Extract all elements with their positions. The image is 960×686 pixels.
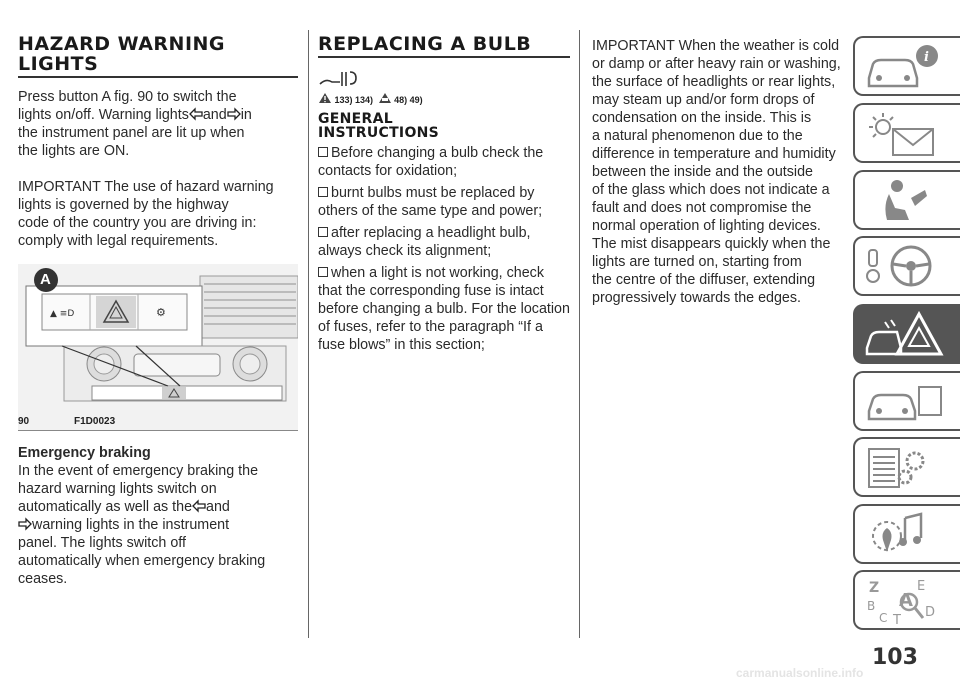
index-letter: E bbox=[917, 579, 926, 594]
tab-servicing-care[interactable] bbox=[853, 371, 960, 431]
dashboard-illustration bbox=[18, 264, 298, 414]
figure-90 bbox=[18, 264, 298, 431]
checkbox-bullet-icon bbox=[318, 267, 328, 277]
text-line: progressively towards the edges. bbox=[592, 290, 802, 306]
column-divider-1 bbox=[308, 30, 309, 638]
index-letter: C bbox=[879, 611, 888, 625]
seat-airbag-icon bbox=[861, 176, 951, 226]
warning-lights-icon bbox=[861, 109, 951, 159]
text-line: between the inside and the outside bbox=[592, 164, 813, 180]
steering-wheel-icon bbox=[861, 242, 951, 292]
text-line: IMPORTANT The use of hazard warning bbox=[18, 179, 274, 195]
tab-safety[interactable] bbox=[853, 170, 960, 230]
list-item: Before changing a bulb check the contacts for oxidation; bbox=[318, 145, 544, 179]
bullet-list bbox=[318, 144, 570, 354]
car-caution-icon bbox=[378, 92, 392, 104]
hand-bulb-icon bbox=[318, 68, 362, 90]
left-column bbox=[18, 0, 298, 588]
text-line-with-icons: warning lights in the instrument bbox=[18, 516, 298, 534]
checkbox-bullet-icon bbox=[318, 227, 328, 237]
reference-numbers: 133) 134) bbox=[334, 95, 374, 105]
text-line: lights is governed by the highway bbox=[18, 197, 229, 213]
text-line: normal operation of lighting devices. bbox=[592, 218, 821, 234]
title-line-2: LIGHTS bbox=[18, 53, 99, 75]
warning-triangle-icon bbox=[318, 92, 332, 104]
reference-numbers: 48) 49) bbox=[394, 95, 423, 105]
text-line: condensation on the inside. This is bbox=[592, 110, 812, 126]
title-rule bbox=[18, 76, 298, 78]
list-item: when a light is not working, check that the corresponding fuse is intact before changing a bulb. For the location of fuses, refer to the paragraph “If a fuse blows” in this section; bbox=[318, 265, 570, 353]
text-line: of the glass which does not indicate a bbox=[592, 182, 830, 198]
tab-technical-data[interactable] bbox=[853, 437, 960, 497]
text-line: the surface of headlights or rear lights, bbox=[592, 74, 836, 90]
text-line: the instrument panel are lit up when bbox=[18, 125, 245, 141]
text-line: comply with legal requirements. bbox=[18, 233, 219, 249]
turn-left-icon bbox=[189, 107, 203, 121]
title-line-1: HAZARD WARNING bbox=[18, 33, 226, 55]
text-line: or damp or after heavy rain or washing, bbox=[592, 56, 841, 72]
turn-right-icon bbox=[18, 517, 32, 531]
car-emergency-icon bbox=[861, 310, 951, 360]
warning-symbols-row bbox=[318, 68, 570, 90]
hazard-paragraph-2 bbox=[18, 178, 298, 250]
subheading-general-instructions: GENERAL INSTRUCTIONS bbox=[318, 111, 440, 141]
turn-right-icon bbox=[227, 107, 241, 121]
svg-text:▲ ≡D: ▲ ≡D bbox=[50, 309, 75, 319]
hazard-paragraph-1 bbox=[18, 88, 298, 160]
tab-index[interactable] bbox=[853, 570, 960, 630]
text-line: The mist disappears quickly when the bbox=[592, 236, 831, 252]
text-line: may steam up and/or form drops of bbox=[592, 92, 815, 108]
checkbox-bullet-icon bbox=[318, 147, 328, 157]
middle-column bbox=[318, 0, 570, 354]
text-line: automatically when emergency braking bbox=[18, 553, 266, 569]
text-line: the centre of the diffuser, extending bbox=[592, 272, 816, 288]
list-item: after replacing a headlight bulb, always check its alignment; bbox=[318, 225, 531, 259]
multimedia-icon bbox=[861, 510, 951, 560]
text-line-with-icons: automatically as well as the and bbox=[18, 499, 230, 515]
index-icon bbox=[861, 576, 951, 626]
emergency-braking-section bbox=[18, 444, 298, 588]
text-line: difference in temperature and humidity bbox=[592, 146, 836, 162]
text-line: the lights are ON. bbox=[18, 143, 130, 159]
car-maintenance-icon bbox=[861, 377, 951, 427]
tab-multimedia[interactable] bbox=[853, 504, 960, 564]
text-line-with-icons: lights on/off. Warning lights and in bbox=[18, 107, 252, 123]
references-row bbox=[318, 92, 570, 106]
text-line: fault and does not compromise the bbox=[592, 200, 812, 216]
figure-code: F1D0023 bbox=[74, 416, 116, 427]
list-item: burnt bulbs must be replaced by others of the same type and power; bbox=[318, 185, 543, 219]
text-line: Press button A fig. 90 to switch the bbox=[18, 89, 237, 105]
tab-car-info[interactable] bbox=[853, 36, 960, 96]
index-letter: B bbox=[867, 599, 876, 613]
text-line: hazard warning lights switch on bbox=[18, 481, 217, 497]
index-letter: A bbox=[899, 590, 913, 611]
technical-data-icon bbox=[861, 443, 951, 493]
checkbox-bullet-icon bbox=[318, 187, 328, 197]
tab-warning-lights[interactable] bbox=[853, 103, 960, 163]
section-title-replacing-bulb: REPLACING A BULB bbox=[318, 33, 532, 55]
tab-in-emergency[interactable] bbox=[853, 304, 960, 364]
section-title-hazard bbox=[18, 34, 298, 74]
text-line: ceases. bbox=[18, 571, 68, 587]
emergency-braking-heading: Emergency braking bbox=[18, 445, 151, 461]
column-divider-2 bbox=[579, 30, 580, 638]
text-line: a natural phenomenon due to the bbox=[592, 128, 803, 144]
index-letter: D bbox=[925, 605, 936, 620]
right-column bbox=[592, 37, 844, 307]
page-number: 103 bbox=[872, 645, 918, 670]
figure-number: 90 bbox=[18, 416, 30, 427]
tab-starting-driving[interactable] bbox=[853, 236, 960, 296]
text-line: lights are turned on, starting from bbox=[592, 254, 802, 270]
text-line: panel. The lights switch off bbox=[18, 535, 186, 551]
car-info-icon bbox=[861, 42, 951, 92]
text-line: In the event of emergency braking the bbox=[18, 463, 259, 479]
index-letter: Z bbox=[869, 580, 880, 596]
index-letter: T bbox=[893, 613, 901, 626]
text-line: code of the country you are driving in: bbox=[18, 215, 257, 231]
turn-left-icon bbox=[192, 499, 206, 513]
text-line: IMPORTANT When the weather is cold bbox=[592, 38, 840, 54]
svg-text:⚙: ⚙ bbox=[156, 306, 166, 319]
callout-a: A bbox=[40, 271, 51, 288]
watermark: carmanualsonline.info bbox=[736, 666, 864, 680]
svg-text:i: i bbox=[924, 50, 929, 65]
title-rule bbox=[318, 56, 570, 58]
